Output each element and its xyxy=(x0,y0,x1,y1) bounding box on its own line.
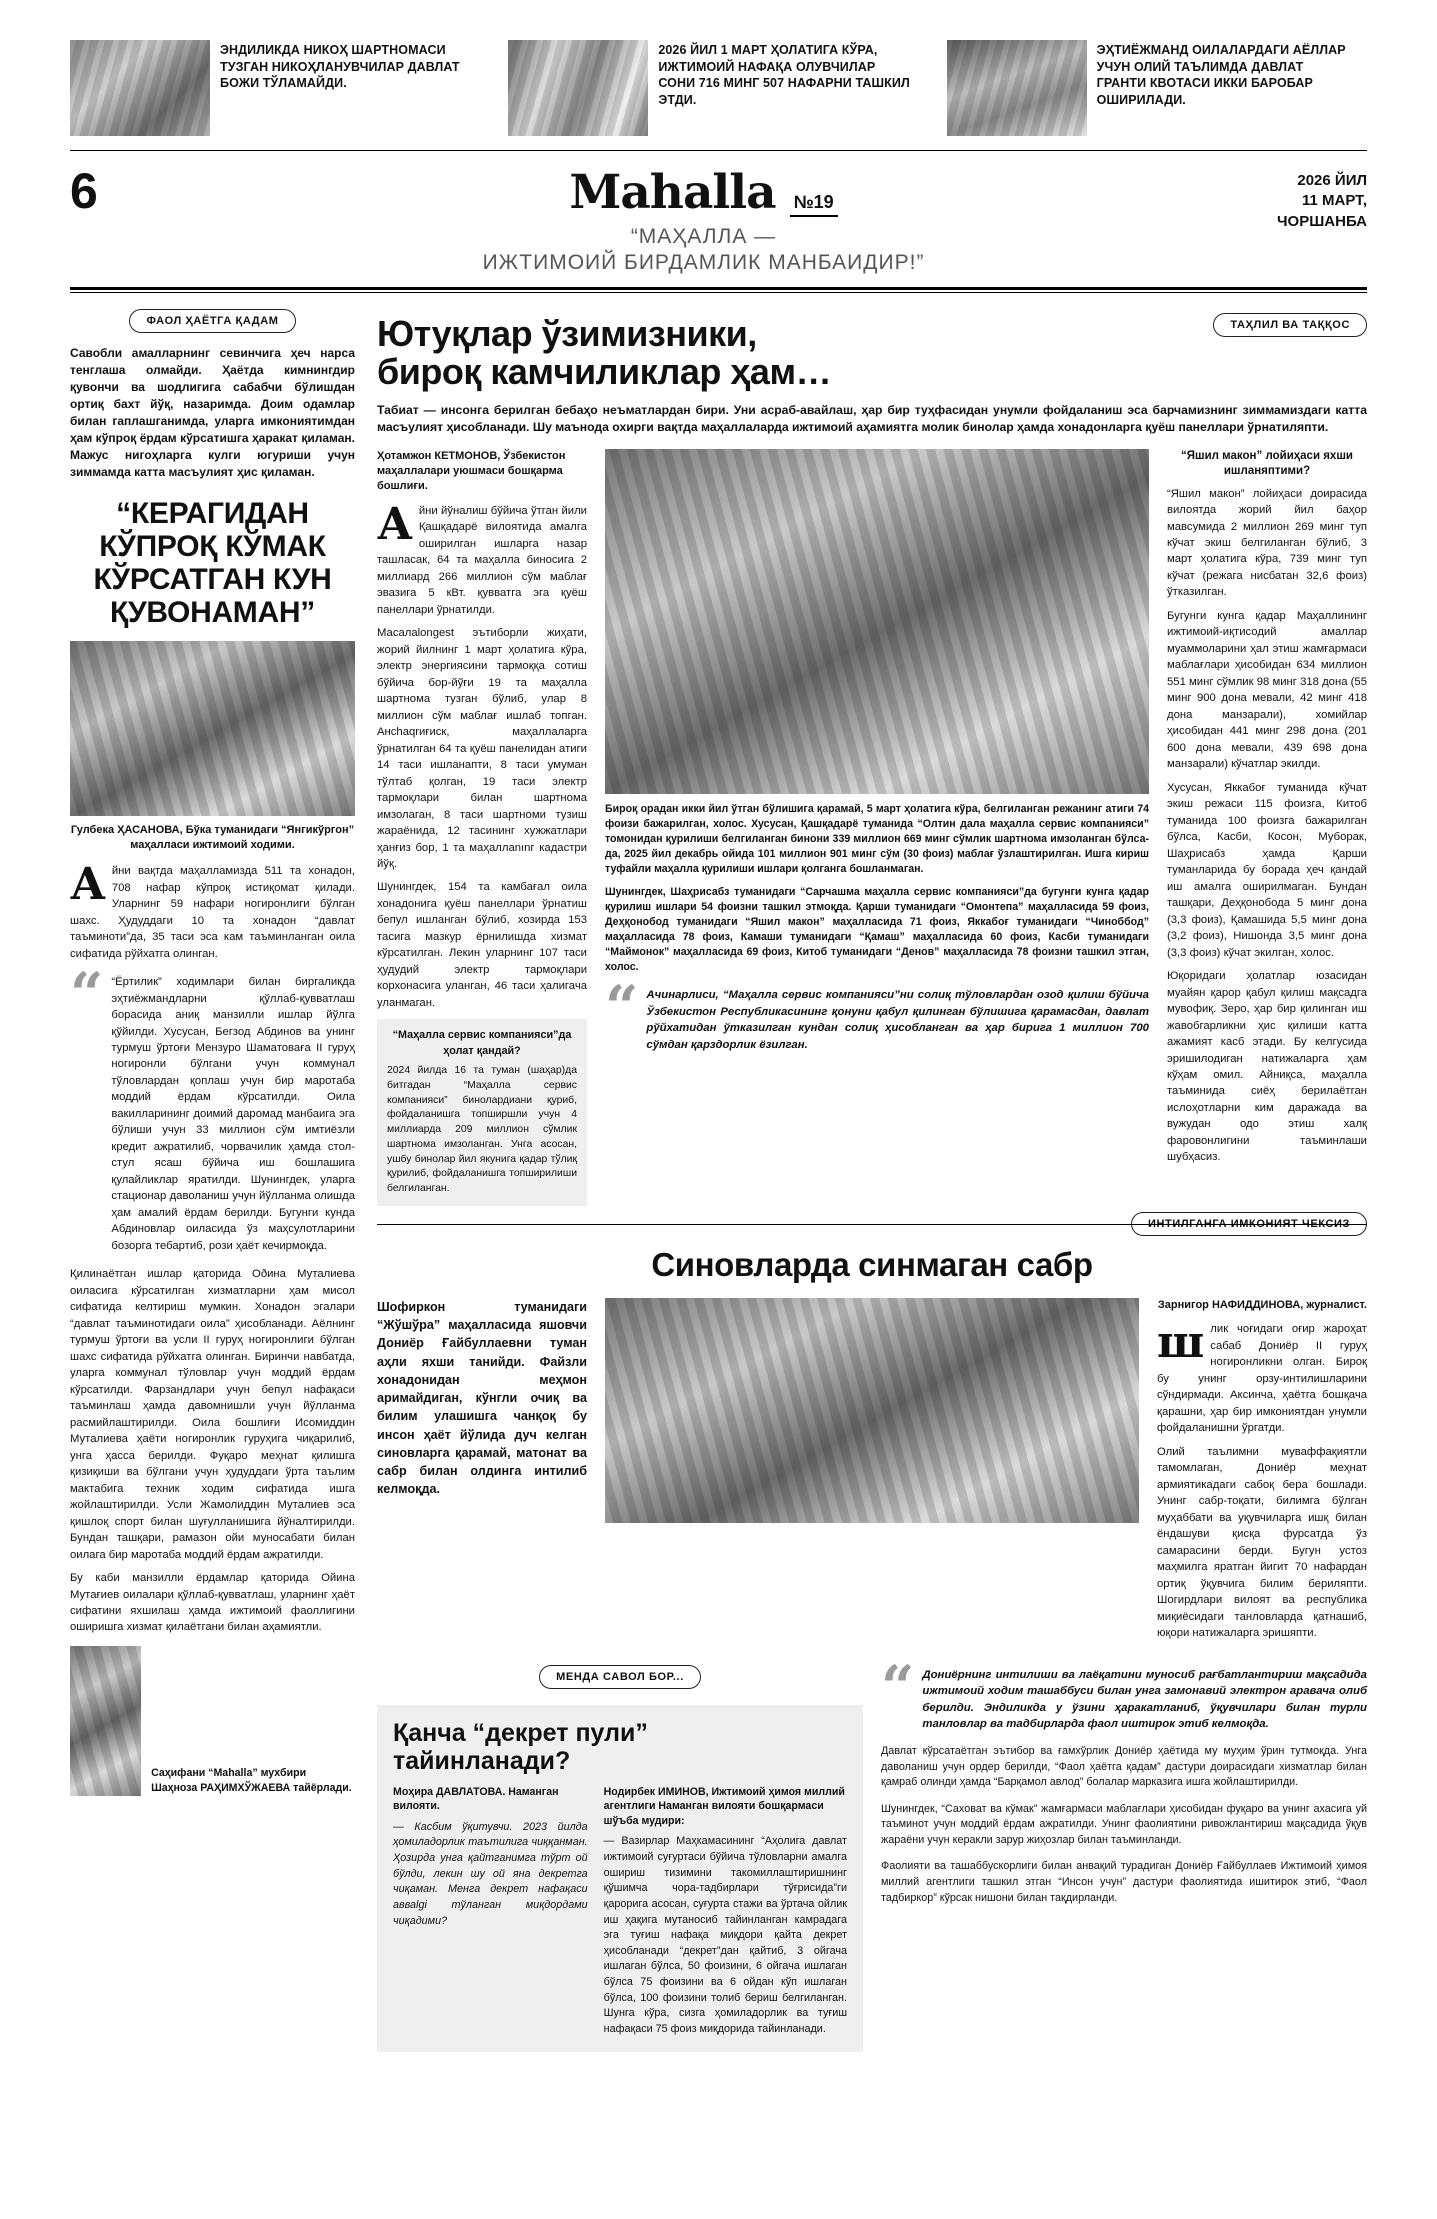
masthead-rule-thin xyxy=(70,292,1367,293)
editor-credit-row xyxy=(70,1646,355,1796)
second-col-1 xyxy=(377,1298,587,1649)
second-col-3 xyxy=(1157,1298,1367,1649)
main-p3: Шунингдек, 154 та камбағал оила хонадонига қуёш панеллари ўрнатиш бепул ишланган бўлиб, хозирда 153 тасига мазкур ёрнилишда хизмат кўрсатилган. Лекин уларнинг 107 таси ҳудудий электр тармоқлари корхонасига уланган, 46 таси ҳалигача уланмаган. xyxy=(377,881,587,1009)
left-body-1: Айни вақтда маҳалламизда 511 та хонадон, 708 нафар кўпроқ истиқомат қилади. Уларнинг 59 нафари ногиронлиги бўлган шахс. Ҳудуддаги 10 та хонадон “давлат таъминоти”да, 35 таси эса кам таъминланган оила сифатида рўйхатга олинган. xyxy=(70,859,355,960)
second-grey-quote-text: Дониёрнинг интилиши ва лаёқатини муносиб рағбатлантириш мақсадида ижтимоий ходим ташаббуси билан унга замонавий электрон аравача олиб берилди. Эндиликда у ўзини ҳаракатланиб, ўқувчилари билан турли танловлар ва тадбирларда фаол иштирок этиб келмоқда. xyxy=(922,1668,1367,1731)
section-tag-tahlil: ТАҲЛИЛ ВА ТАҚҚОС xyxy=(1213,313,1367,337)
qa-grid xyxy=(393,1785,847,2038)
right-column xyxy=(377,309,1367,2051)
date-year: 2026 ЙИЛ xyxy=(1297,172,1367,189)
main-col-1 xyxy=(377,449,587,1206)
main-right-p3: Хусусан, Яккабоғ туманида кўчат экиш режаси 115 фоизга, Китоб туманида 100 фоизга бажарилган бўлса, Касби, Косон, Муборак, Шаҳрисабз ҳамда Қарши туманларида бу борада ҳеч қандай иш амалга оширилмаган. Бундан ташқари, Деҳқонобода 5 минг дона (3,3 фоиз), Қамашида 5,5 минг дона (3,2 фоиз), Нишонда 3,5 минг дона (3,3 фоиз) кўчат экилган, холос. xyxy=(1167,781,1367,959)
masthead xyxy=(70,151,1367,275)
second-article-grid xyxy=(377,1298,1367,1649)
left-body-2: Қилинаётган ишлар қаторида Оðина Муталиева оиласига кўрсатилган хизматларни ҳам мисол сифатида келтириш мумкин. Хонадон эгалари “давлат таъминотидаги оила” ҳисобланади. Аёлнинг турмуш ўртоғи ва усли II гуруҳ ногиронлиги бўлган шахс сифатида рўйхатга олинган. Биринчи навбатда, уларга коммунал тўловлар учун моддий ёрдам кўрсатилди. Фарзандлари учун бепул нафақаси таъминлаш ҳамда давомнишли учун йўлланма расмийлаштирилди. Оила бошлиғи Исомиддин Муталиева ҳаёти ногиронлик гуруҳига чиқарилиб, унга ҳасса берилди. Фуқаро меҳнат қилишга қизиқиши ва бўлгани учун ҳудуддаги ўрта таълим мактабига техник ходим сифатида ишга жойлаштирилди. Усли Жамолиддин Муталиев эса қишлоқ спорт билан шуғулланишига йўналтирилди. Бундан ташқари, рамазон ойи муносабати билан оилага бир маротаба моддий ёрдам ажратилди. xyxy=(70,1268,355,1561)
main-final-quote-text: Ачинарлиси, “Маҳалла сервис компанияси”ни солиқ тўловлардан озод қилиш бўйича Ўзбекистон Республикасининг қонуни қабул қилинган бўлишига қарамасдан, давлат рўйхатидан ўтказилган кундан солиқ ҳисобланган ва ҳар бирига 1 миллион 700 сўмдан қарздорлик ёзилган. xyxy=(646,989,1149,1051)
second-grey-quote xyxy=(881,1652,1367,1734)
left-pullquote xyxy=(70,960,355,1254)
left-pullquote-text: “Ёртилик” ходимлари билан биргаликда эҳтиёжмандларни қўллаб-қувватлаш борасида аниқ манзилли ишлар йўлга қўйилди. Хусусан, Бегзод Абдинов ва унинг турмуш ўртоғи Мензуро Шаматоваға II гуруҳ ногиронли бўлгани учун коммунал тўловлардан қоплаш учун бир маротаба моддий ёрдам кўрсатилди. Оила вакилларининг доимий даромад манбаига эга бўлиши учун 33 миллион сўм имтиёзли кредит ажратилиб, чорвачилик ҳамда стол-стул ясаш бўйича иш бошлашига қулайликлар яратилди. Шунингдек, уларга стационар даволаниш учун йўлланма олишда ҳам амалий ёрдам берилди. Бугунги кунда Абдиновлар оиласида ўз маҳсулотларини бозорга тебартиб, рози ҳаёт кечирмоқда. xyxy=(111,976,355,1252)
qa-headline-line-2: тайинланади? xyxy=(393,1746,571,1775)
second-headline: Синовларда синмаган сабр xyxy=(651,1245,1093,1283)
teaser-photo xyxy=(508,40,648,136)
editor-credit: Саҳифани “Mahalla” мухбири Шаҳноза РАҲИМХЎЖАЕВА тайёрлади. xyxy=(151,1767,352,1795)
main-final-quote xyxy=(605,973,1149,1053)
second-photo xyxy=(605,1298,1139,1523)
main-photo xyxy=(605,449,1149,794)
main-p2: Масалаlongest эътиборли жиҳати, жорий йилнинг 1 март ҳолатига кўра, электр энергиясини тармоққа сотиш бўйича бор-йўғи 19 та маҳалла шартнома тузган бўлиб, улар 8 миллион сўм маблағ ишлаб топган. Анchaqrиғиск, маҳаллаларга ўрнатилган 64 та қуёш панелидан атиги 14 таси ишланапти, 8 таси умуман тўлтаб қолган, 19 таси электр тармоқлари билан шартнома имзолаган, 8 таси шартноми тузиш жараёнида, 12 тасининг хужжатлари ҳанғиз бор, 1 та маҳаллаnınг кадастри йўқ. xyxy=(377,627,587,870)
teaser-item xyxy=(490,40,928,136)
main-headline-line-2: бироқ камчиликлар ҳам… xyxy=(377,351,832,393)
left-photo xyxy=(70,641,355,816)
qa-headline xyxy=(393,1719,847,1775)
teaser-text: ЭҲТИЁЖМАНД ОИЛАЛАРДАГИ АЁЛЛАР УЧУН ОЛИЙ ТАЪЛИМДА ДАВЛАТ ГРАНТИ КВОТАСИ ИККИ БАРОБАР ОШИРИЛАДИ. xyxy=(1096,43,1346,107)
issue-number: №19 xyxy=(790,192,838,217)
section-tag-intilganga: ИНТИЛГАНГА ИМКОНИЯТ ЧЕКСИЗ xyxy=(1131,1212,1367,1236)
slogan xyxy=(190,224,1217,275)
second-p5: Фаолияти ва ташаббускорлиги билан анвақий турадиган Дониёр Ғайбуллаев Ижтимоий ҳимоя миллий агентлиги ташкил этган “Инсон учун” дастури фаолиятида ишитирок этиб, “Фаол тадбиркор” кўрсак нишони билан тақдирланди. xyxy=(881,1860,1367,1904)
main-sidebox-text: 2024 йилда 16 та туман (шаҳар)да битгадан “Маҳалла сервис компанияси” бинолардиани қуриб, фойдаланишга топширшли учун 4 миллиарда 209 миллион сўмлик шартнома имзоланган. Унга асосан, ушбу бинолар йил якунига қадар тўлиқ қурилиб, фойдаланишга топширилиши белгиланган. xyxy=(387,1065,577,1195)
article-separator xyxy=(377,1224,1367,1225)
main-headline xyxy=(377,315,1193,391)
second-p3: Давлат кўрсатаётган эътибор ва ғамхўрлик Дониёр ҳаётида му муҳим ўрин тутмоқда. Унга даволаниш учун ордер берилди, “Фаол ҳаётга қадам” дастури доирасидаги хизматлар билан қамраб олинди ҳамда “Барқамол авлод” болалар марказига ишга жойлаштирилди. xyxy=(881,1744,1367,1789)
section-tag-savol: МЕНДА САВОЛ БОР... xyxy=(539,1665,701,1689)
second-p2: Олий таълимни муваффақиятли тамомлаган, Дониёр меҳнат армиятикадаги сабоқ бера бошлади. Унинг сабр-тоқати, билимга бўлган муҳаббати ва уқувчиларга ишқ билан ёндашуви қисқа фурсатда ўз самарасини берди. Бугун устоз маҳмилга яратган йигит 70 нафардан ортиқ ўқувчига билим бериляпти. Шогирдлари вилоят ва республика миқиёсидаги танловларда қатнашиб, юқори натижаларга эришяпти. xyxy=(1157,1445,1367,1640)
second-p1: шлик чоғидаги оғир жароҳат сабаб Дониёр II гуруҳ ногиронликни олган. Бироқ бу унинг орзу-интилишларини сўндирмади. Аксинча, ҳаётга бошқача қарашни, ҳар бир имкониятдан унумли фойдаланишни ўргатди. xyxy=(1157,1317,1367,1435)
main-photo-caption: Бироқ орадан икки йил ўтган бўлишига қарамай, 5 март ҳолатига кўра, белгиланган режанинг атиги 74 фоизи бажарилган, холос. Хусусан, Қашқадарё туманида “Олтин дала маҳалла сервис компанияси” томонидан қурилиши белгиланган бинони 339 миллион 669 минг сўмлик шартнома имзоланган бўлса-да, 2025 йил декабрь ойида 101 миллион 901 минг сўм (30 фоиз) маблағ ўзлаштирилган. Ишга кириш туфайли маҳалла қурилиши ишлари қолганга бошланмаган. xyxy=(605,802,1149,875)
teaser-photo xyxy=(947,40,1087,136)
masthead-center xyxy=(190,165,1217,275)
quote-mark-icon: “ xyxy=(70,960,104,1029)
slogan-line-1: “МАҲАЛЛА — xyxy=(630,225,777,248)
second-col-2 xyxy=(605,1298,1139,1649)
bottom-grid xyxy=(377,1652,1367,2052)
teaser-text: ЭНДИЛИКДА НИКОҲ ШАРТНОМАСИ ТУЗГАН НИКОҲЛАНУВЧИЛАР ДАВЛАТ БОЖИ ТЎЛАМАЙДИ. xyxy=(220,43,460,90)
main-right-p1: “Яшил макон” лойиҳаси доирасида вилоятда жорий йил баҳор мавсумида 2 миллион 269 минг туп кўчат экиш белгиланган бўлиб, 3 март ҳолатига кўра, 739 минг туп кўчат (режага нисбатан 32,6 фоиз) ўтказилган. xyxy=(1167,487,1367,599)
second-article-continued xyxy=(881,1652,1367,2052)
content-grid xyxy=(70,309,1367,2051)
masthead-rule xyxy=(70,287,1367,290)
qa-headline-line-1: Қанча “декрет пули” xyxy=(393,1718,648,1747)
main-article-grid xyxy=(377,449,1367,1206)
main-headline-line-1: Ютуқлар ўзимизники, xyxy=(377,313,757,355)
main-byline: Ҳотамжон КЕТМОНОВ, Ўзбекистон маҳаллалари уюшмаси бошқарма бошлиғи. xyxy=(377,449,566,493)
publication-logo: Mahalla xyxy=(569,165,776,220)
teaser-text: 2026 ЙИЛ 1 МАРТ ҲОЛАТИГА КЎРА, ИЖТИМОИЙ НАФАҚА ОЛУВЧИЛАР СОНИ 716 МИНГ 507 НАФАРНИ ТАШКИЛ ЭТДИ. xyxy=(658,43,910,107)
qa-question-col xyxy=(393,1785,588,2038)
quote-mark-icon: “ xyxy=(881,1652,915,1721)
qa-box-wrap xyxy=(377,1655,863,2052)
issue-date xyxy=(1217,165,1367,232)
main-col-3 xyxy=(1167,449,1367,1206)
qa-asker: Моҳира ДАВЛАТОВА. Наманган вилояти. xyxy=(393,1785,559,1813)
page-number: 6 xyxy=(70,163,98,219)
second-p4: Шунингдек, “Саховат ва кўмак” жамғармаси маблағлари ҳисобидан фуқаро ва унинг ахасига уй таъминот учун моддий ёрдам ажратилди. Унинг фаолиятини ривожлантириш мақсадида ўқув жараёни учун керакли зарур жиҳозлар билан таъминланди. xyxy=(881,1802,1367,1846)
second-byline: Зарнигор НАФИДДИНОВА, журналист. xyxy=(1157,1298,1367,1311)
qa-answer-col xyxy=(604,1785,847,2038)
second-intro: Шофиркон туманидаги “Жўшўра” маҳалласида яшовчи Дониёр Ғайбуллаевни туман аҳли яхши танийди. Файзли хонадонидан меҳмон аримайдиган, кўнгли очиқ ва билим улашишга чанқоқ бу инсон ҳаёт йўлида дуч келган синовларга қарамай, матонат ва сабр билан олдинга интилиб келмоқда. xyxy=(377,1299,587,1497)
date-weekday: ЧОРШАНБА xyxy=(1277,212,1367,230)
editor-portrait xyxy=(70,1646,141,1796)
quote-mark-icon: “ xyxy=(605,973,639,1041)
main-right-p4: Юқоридаги ҳолатлар юзасидан муайян қарор қабул қилиш мақсадга мувофиқ. Зеро, ҳар бир қилинган иш жавобгарликни ҳис қилиши катта ажамият касб этади. Бу келгусида эришилодиган натижаларга ҳам кўҳам омил. Айниқса, маҳалла таъминида сиёҳ берилаётган ислоҳотларни ким даражада ва вужудан одо этиш халқ фаровонлигини таъминлаши шубҳасиз. xyxy=(1167,970,1367,1164)
qa-question: — Касбим ўқитувчи. 2023 йилда ҳомиладорлик таътилига чиққанман. Ҳозирда унга қайтганимга тўрт ой бўлди, лекин шу ой яна декретга чиқаман. Менга декрет нафақаси авваlgi тўланган миқдордами чиқадими? xyxy=(393,1820,588,1927)
teaser-photo xyxy=(70,40,210,136)
qa-answer: — Вазирлар Маҳкамасининг “Аҳолига давлат ижтимоий суғуртаси бўйича тўловларни амалга ошириш тизимини такомиллаштиришнинг қўшимча чора-тадбирлари тўғрисида”ги қарорига асосан, суғурта стажи ва ўртача ойлик иш ҳақига мутаносиб тайинланган камрадага эга туғиш нафақа миқдори қайта декрет ҳисобланади “декрет”дан қайтиб, 3 ойгача ишлаган бўлса, 50 фоизини, 6 ойгача ишлаган бўлса 75 фоизини ва 6 ойдан кўп ишлаган бўлса, 100 фоизини толиб бериш белгиланган. Шунга кўра, сизга ҳомиладорлик ва туғиш нафақаси 75 фоиз миқдорида тайинланади. xyxy=(603,1835,847,2036)
section-tag-faol: ФАОЛ ҲАЁТГА ҚАДАМ xyxy=(129,309,295,333)
slogan-line-2: ИЖТИМОИЙ БИРДАМЛИК МАНБАИДИР!” xyxy=(482,250,925,274)
qa-box xyxy=(377,1705,863,2052)
main-p1: Айни йўналиш бўйича ўтган йили Қашқадарё вилоятида амалга оширилган ишларга назар ташласак, 64 та маҳалла биносига 2 миллиард 266 миллион сўм маблағ эвазига 5 кВт. қувватга эга қуёш панеллари ўрнатилди. xyxy=(377,498,587,616)
teaser-strip xyxy=(70,40,1367,151)
main-col-2 xyxy=(605,449,1149,1206)
main-photo-caption-2: Шунингдек, Шаҳрисабз туманидаги “Сарчашма маҳалла сервис компанияси”да бугунги кунга қадар қурилиш ишлари 54 фоизни ташкил этмоқда. Қарши туманидаги “Омонтепа” маҳалласида 59 фоиз, Деҳқонобод туманидаги “Яшил макон” маҳалласида 71 фоиз, Яккабоғ туманидаги “Чиноббод” маҳалласида 78 фоиз, Камаши туманидаги “Қамаш” маҳалласида 60 фоиз, Касби туманидаги “Маймонок” маҳалласида 69 фоиз, Китоб туманидаги “Денов” маҳалласида 78 фоизни ташкил этган, холос. xyxy=(605,885,1149,973)
main-sidebox xyxy=(377,1019,587,1206)
left-photo-caption: Гулбека ҲАСАНОВА, Бўка туманидаги “Янгикўргон” маҳалласи ижтимоий ходими. xyxy=(70,824,355,852)
date-day: 11 МАРТ, xyxy=(1302,192,1367,210)
teaser-item xyxy=(70,40,490,136)
main-sidebox-title: “Маҳалла сервис компанияси”да ҳолат қандай? xyxy=(392,1029,572,1057)
left-lead: Савобли амалларнинг севинчига ҳеч нарса тенглаша олмайди. Ҳаётда кимнингдир қувончи ва шодлигига сабабчи бўлишдан ортиқ бахт йўқ, назаримда. Доим одамлар билан гаплашганимда, уларга имкониятимдан ҳам кўпроқ ёрдам кўрсатишга ҳаракат қиламан. Мажус нигоҳларга кулги югуриши учун зиммамда катта масъулият ҳис қиламан. xyxy=(70,346,355,480)
qa-answerer: Нодирбек ИМИНОВ, Ижтимоий ҳимоя миллий агентлиги Наманган вилояти бошқармаси шўъба мудири: xyxy=(603,1785,845,1827)
left-body-3: Бу каби манзилли ёрдамлар қаторида Ойина Мутағиев оилалари қўллаб-қувватлаш, уларнинг ҳаёт сифатини яхшилаш ҳамда ижтимоий фаоллигини оширишга хизмат қилаётгани билан аҳамиятли. xyxy=(70,1572,355,1634)
main-right-title: “Яшил макон” лойиҳаси яхши ишланяптими? xyxy=(1181,449,1353,477)
left-column xyxy=(70,309,355,2051)
main-right-p2: Бугунги кунга қадар Маҳаллининг ижтимоий-иқтисодий амаллар муаммоларини ҳал этиш жамғармаси маблағлари ҳисобидан 634 миллион 551 минг сўмлик 98 минг 318 дона (55 минг 900 дона мевали, 42 минг 418 дона манзарали), хомийлар ҳисобидан 441 минг 298 дона (201 600 дона мевали, 439 698 дона манзарали) кўчатлар экилди. xyxy=(1167,609,1367,771)
left-headline: “КЕРАГИДАН КЎПРОҚ КЎМАК КЎРСАТГАН КУН ҚУВОНАМАН” xyxy=(93,497,332,630)
main-lead: Табиат — инсонга берилган бебаҳо неъматлардан бири. Уни асраб-авайлаш, ҳар бир туҳфасидан унумли фойдаланиш эса барчамизнинг зиммамиздаги катта масъулият ҳисобланади. Шу маънода охирги вақтда маҳаллаларда ижтимоий аҳамиятга молик бинолар ҳамда хонадонларга қуёш панеллари ўрнатиляпти. xyxy=(377,402,1367,435)
teaser-item xyxy=(929,40,1367,136)
